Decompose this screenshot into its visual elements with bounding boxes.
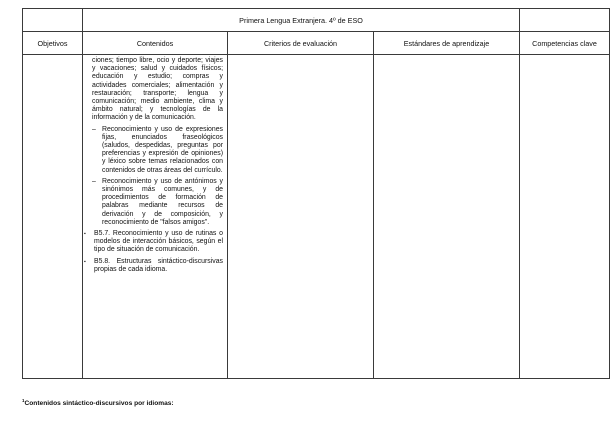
cell-competencias xyxy=(520,55,610,379)
dash-item-antonimos: – Reconocimiento y uso de antónimos y sinónimos más comunes, y de procedimientos de formación de palabras mediante recursos de derivación y de composición, y reconocimiento de "falsos amigos". xyxy=(92,178,223,227)
header-estandares: Estándares de aprendizaje xyxy=(374,32,520,55)
footnote-marker: 1 xyxy=(22,398,25,403)
cell-objetivos xyxy=(23,55,83,379)
bullet-item-b5-7: ▪ B5.7. Reconocimiento y uso de rutinas o modelos de interacción básicos, según el tipo de situación de comunicación. xyxy=(84,230,223,255)
title-spacer-left xyxy=(23,9,83,32)
curriculum-table xyxy=(22,8,610,379)
contenidos-continuation: ciones; tiempo libre, ocio y deporte; viajes y vacaciones; salud y cuidados físicos; educación y estudio; compras y actividades comerciales; alimentación y restauración; transporte; lengua y comunicación; medio ambiente, clima y ámbito natural; y tecnologías de la información y de la comunicación. xyxy=(92,57,223,122)
contenidos-text xyxy=(83,55,227,274)
title-row xyxy=(23,9,610,32)
dash-item-expresiones: – Reconocimiento y uso de expresiones fijas, enunciados fraseológicos (saludos, despedidas, preguntas por preferencias y expresión de opiniones) y léxico sobre temas relacionados con contenidos de otras áreas del currículo. xyxy=(92,126,223,175)
header-criterios: Criterios de evaluación xyxy=(228,32,374,55)
title-spacer-right xyxy=(520,9,610,32)
header-contenidos: Contenidos xyxy=(83,32,228,55)
bullet-item-b5-8: ▪ B5.8. Estructuras sintáctico-discursivas propias de cada idioma. xyxy=(84,258,223,274)
cell-contenidos xyxy=(83,55,228,379)
footnote-text: Contenidos sintáctico-discursivos por idiomas: xyxy=(24,400,174,408)
cell-criterios xyxy=(228,55,374,379)
header-objetivos: Objetivos xyxy=(23,32,83,55)
header-competencias: Competencias clave xyxy=(520,32,610,55)
header-row xyxy=(23,32,610,55)
table-title: Primera Lengua Extranjera. 4º de ESO xyxy=(83,9,520,32)
footnote xyxy=(22,398,174,407)
cell-estandares xyxy=(374,55,520,379)
body-row xyxy=(23,55,610,379)
